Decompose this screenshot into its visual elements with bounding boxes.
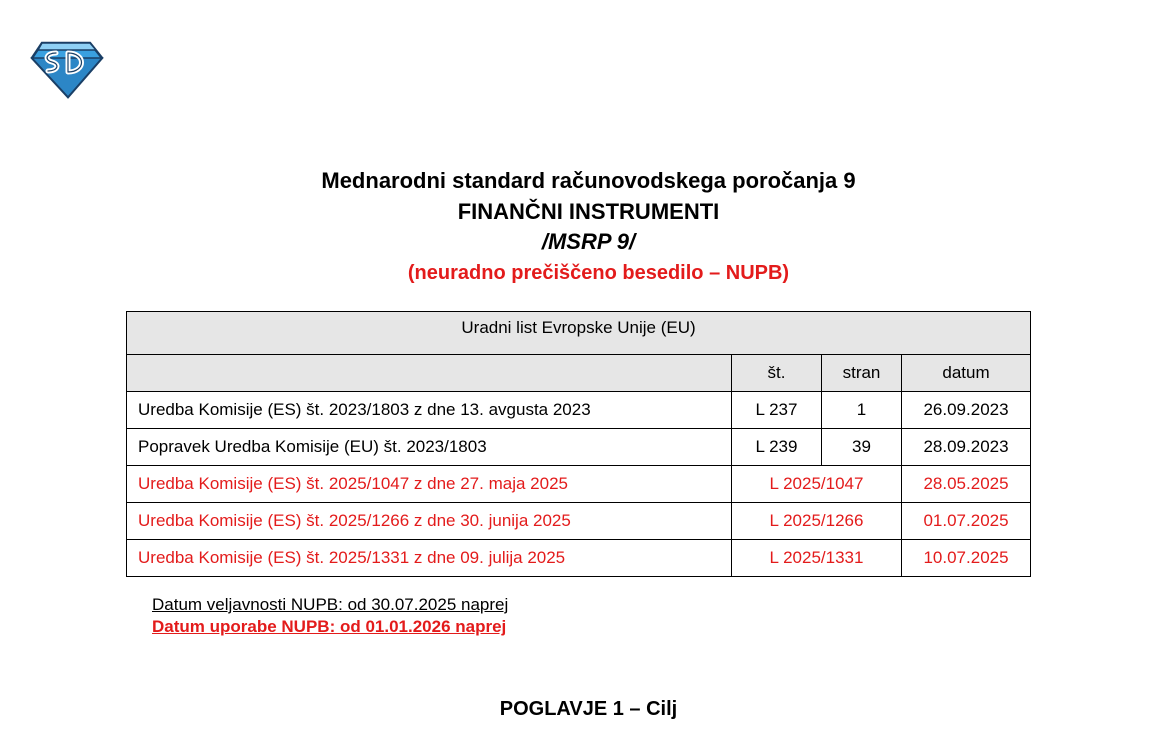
application-date: Datum uporabe NUPB: od 01.01.2026 naprej (152, 617, 507, 636)
column-header-page: stran (822, 355, 902, 392)
validity-date: Datum veljavnosti NUPB: od 30.07.2025 naprej (152, 595, 509, 614)
document-code: /MSRP 9/ (541, 229, 636, 254)
regulation-description: Uredba Komisije (ES) št. 2025/1266 z dne 30. junija 2025 (127, 503, 732, 540)
regulation-description: Uredba Komisije (ES) št. 2025/1331 z dne 09. julija 2025 (127, 540, 732, 577)
column-header-date: datum (902, 355, 1031, 392)
column-header-number: št. (732, 355, 822, 392)
document-subject: FINANČNI INSTRUMENTI (457, 199, 720, 224)
journal-page: 1 (822, 392, 902, 429)
regulation-table (126, 311, 1031, 577)
table-caption-row (127, 312, 1031, 355)
document-title: Mednarodni standard računovodskega poročanja 9 (321, 168, 856, 193)
publication-date: 28.05.2025 (902, 466, 1031, 503)
publication-date: 10.07.2025 (902, 540, 1031, 577)
regulation-description: Uredba Komisije (ES) št. 2023/1803 z dne 13. avgusta 2023 (127, 392, 732, 429)
table-row (127, 429, 1031, 466)
publication-date: 28.09.2023 (902, 429, 1031, 466)
chapter-heading: POGLAVJE 1 – Cilj (499, 698, 678, 720)
journal-reference: L 2025/1047 (732, 466, 902, 503)
logo (30, 40, 104, 100)
column-header-description (127, 355, 732, 392)
publication-date: 01.07.2025 (902, 503, 1031, 540)
validity-block (152, 594, 508, 638)
table-row (127, 540, 1031, 577)
journal-number: L 239 (732, 429, 822, 466)
journal-reference: L 2025/1331 (732, 540, 902, 577)
regulation-description: Uredba Komisije (ES) št. 2025/1047 z dne 27. maja 2025 (127, 466, 732, 503)
journal-page: 39 (822, 429, 902, 466)
document-note: (neuradno prečiščeno besedilo – NUPB) (407, 262, 790, 284)
journal-reference: L 2025/1266 (732, 503, 902, 540)
table-row (127, 466, 1031, 503)
diamond-logo-icon (30, 40, 104, 100)
table-row (127, 392, 1031, 429)
journal-number: L 237 (732, 392, 822, 429)
table-caption: Uradni list Evropske Unije (EU) (127, 312, 1031, 355)
publication-date: 26.09.2023 (902, 392, 1031, 429)
regulation-description: Popravek Uredba Komisije (EU) št. 2023/1803 (127, 429, 732, 466)
table-row (127, 503, 1031, 540)
table-header-row (127, 355, 1031, 392)
